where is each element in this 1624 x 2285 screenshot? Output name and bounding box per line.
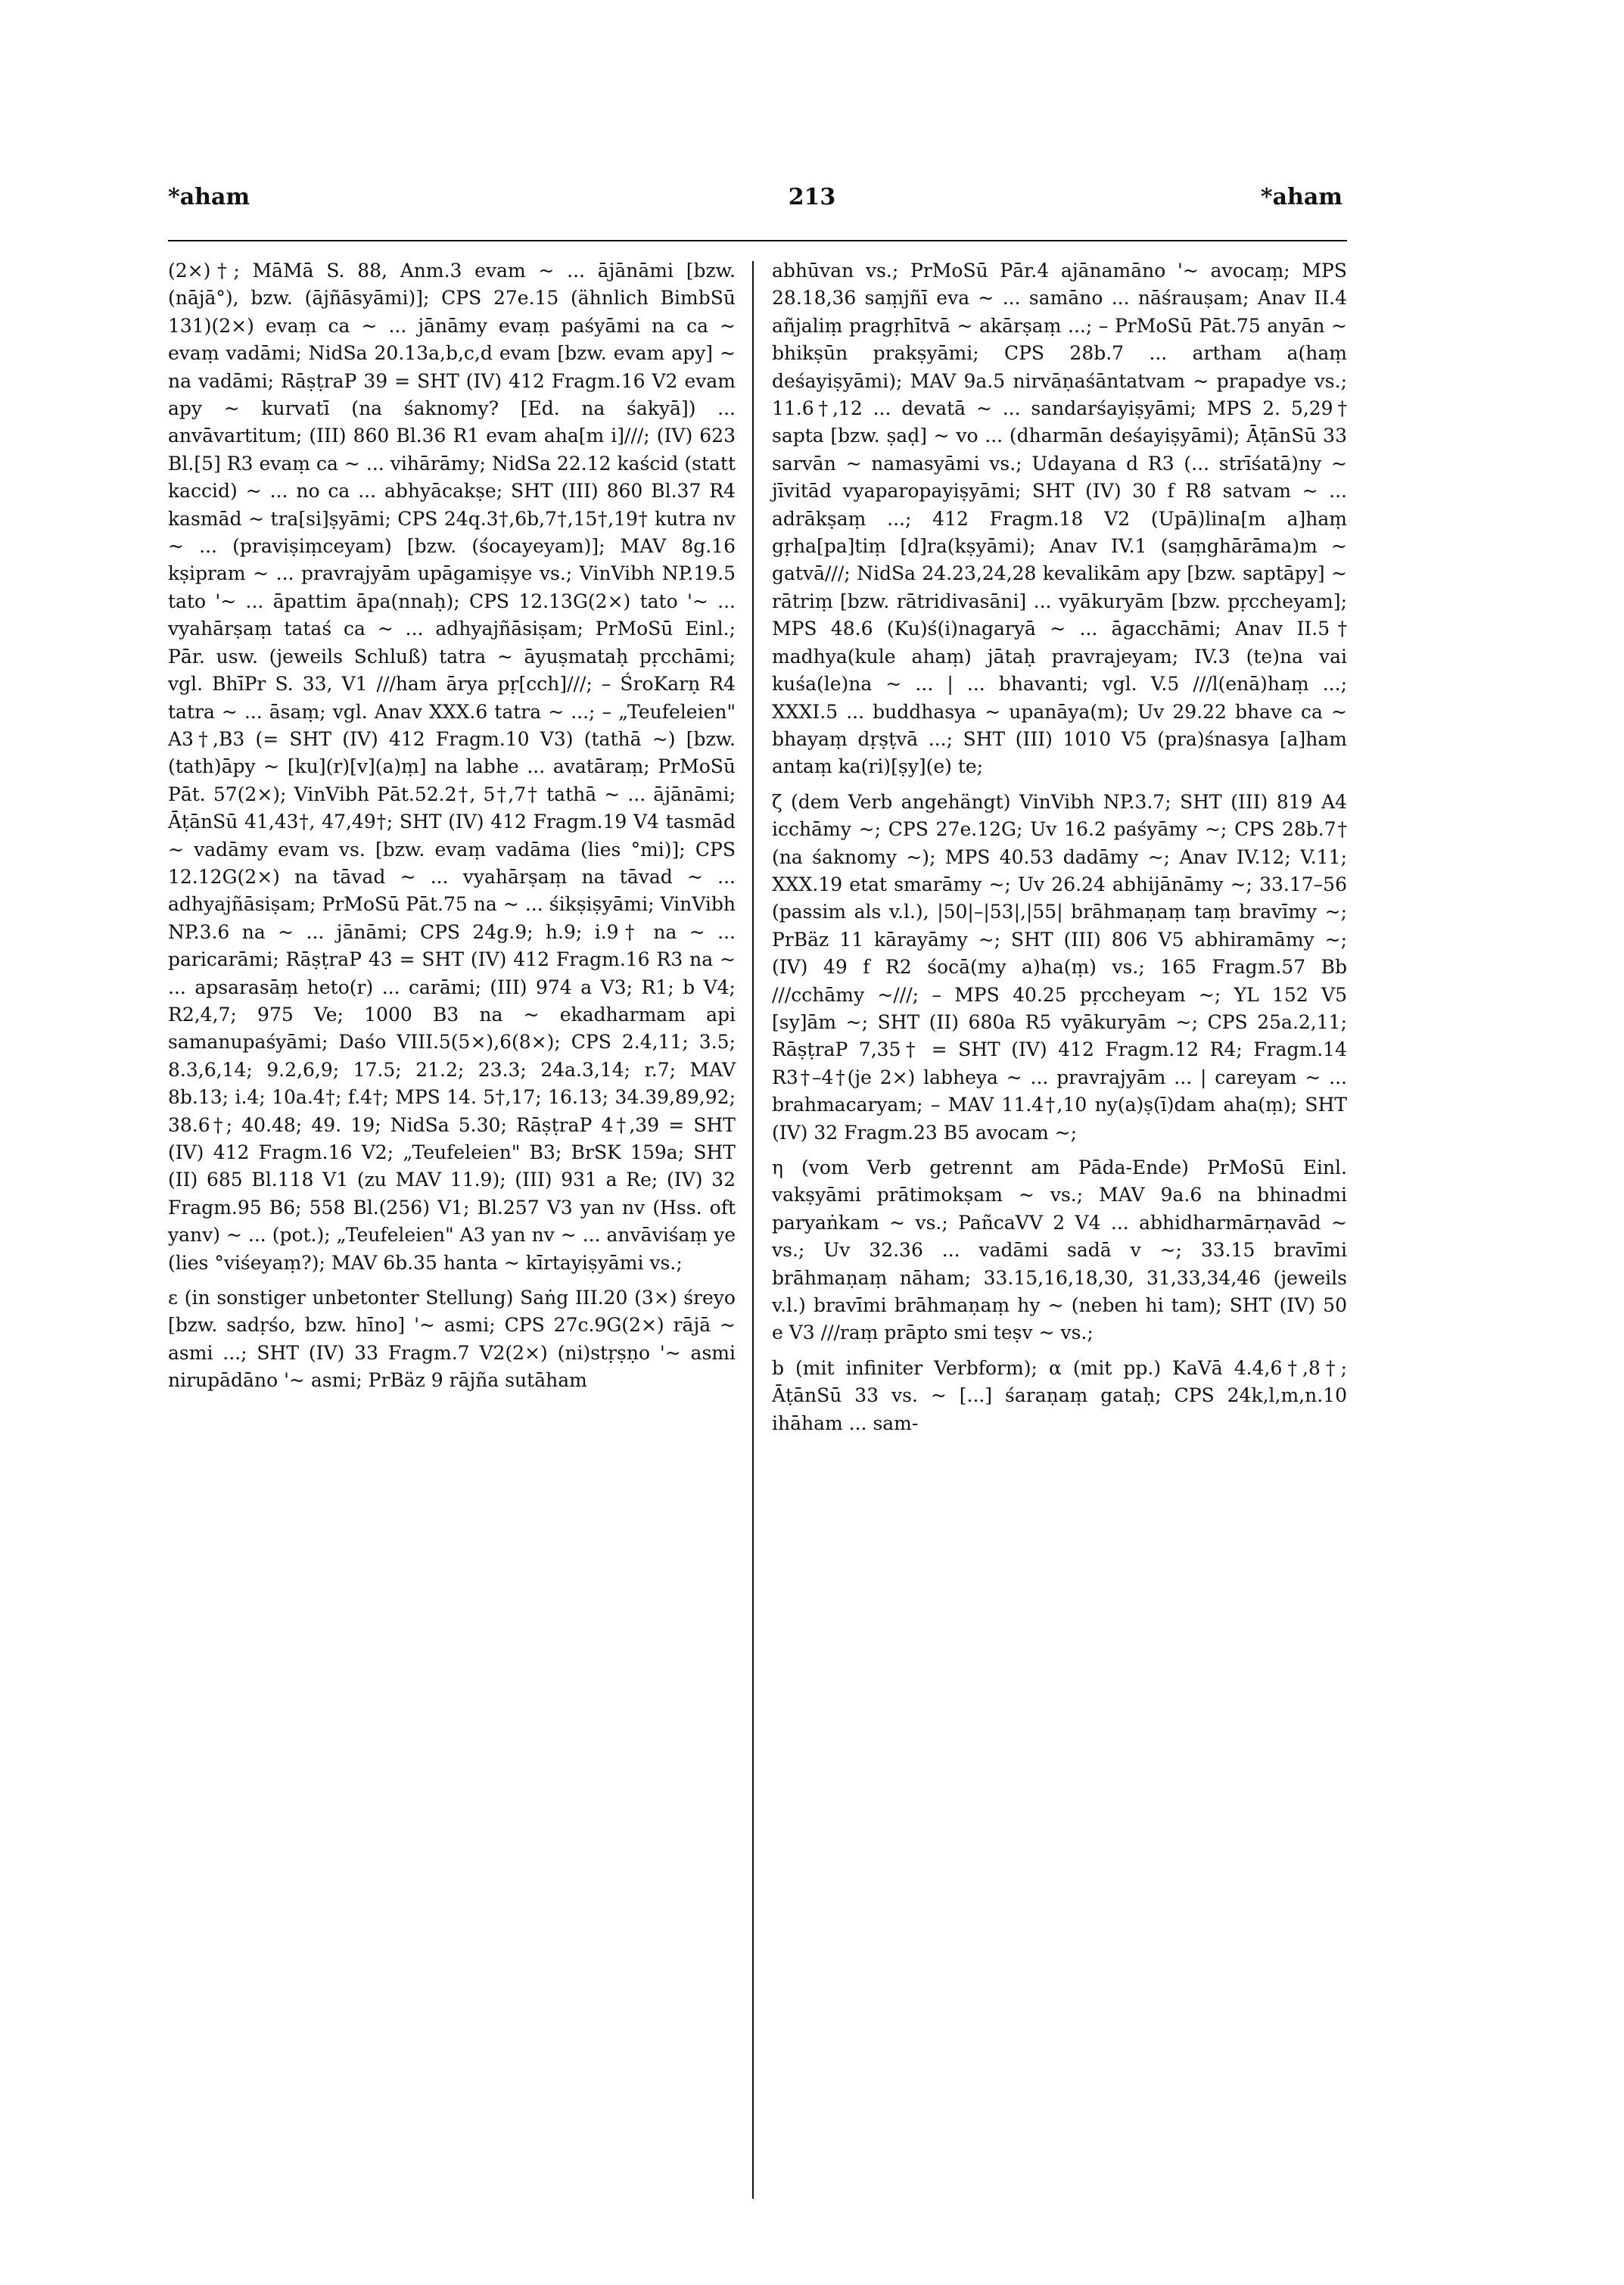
entry-paragraph: (2×)†; MāMā S. 88, Anm.3 evam ~ ... ājānāmi [bzw. (nājā°), bzw. (ājñāsyāmi)]; CPS 27e.15 (ähnlich BimbSū 131)(2×) evaṃ ca ~ ... jānāmy evaṃ paśyāmi na ca ~ evaṃ vadāmi; NidSa 20.13a,b,c,d evam [bzw. evam apy] ~ na vadāmi; RāṣṭraP 39 = SHT (IV) 412 Fragm.16 V2 evam apy ~ kurvatī (na śaknomy? [Ed. na śakyā]) ... anvāvartitum; (III) 860 Bl.36 R1 evam aha[m i]///; (IV) 623 Bl.[5] R3 evaṃ ca ~ ... vihārāmy; NidSa 22.12 kaścid (statt kaccid) ~ ... no ca ... abhyācakṣe; SHT (III) 860 Bl.37 R4 kasmād ~ tra[si]ṣyāmi; CPS 24q.3†,6b,7†,15†,19† kutra nv ~ ... (praviṣiṃceyam) [bzw. (śocayeyam)]; MAV 8g.16 kṣipram ~ ... pravrajyām upāgamiṣye vs.; VinVibh NP.19.5 tato '~ ... āpattim āpa(nnaḥ); CPS 12.13G(2×) tato '~ ... vyahārṣaṃ tataś ca ~ ... adhyajñāsiṣam; PrMoSū Einl.; Pār. usw. (jeweils Schluß) tatra ~ āyuṣmataḥ pṛcchāmi; vgl. BhīPr S. 33, V1 ///ham ārya pṛ[cch]///; – ŚroKarṇ R4 tatra ~ ... āsaṃ; vgl. Anav XXX.6 tatra ~ ...; – „Teufeleien" A3†,B3 (= SHT (IV) 412 Fragm.10 V3) (tathā ~) [bzw. (tath)āpy ~ [ku](r)[v](a)ṃ] na labhe ... avatāraṃ; PrMoSū Pāt. 57(2×); VinVibh Pāt.52.2†, 5†,7† tathā ~ ... ājānāmi; ĀṭānSū 41,43†, 47,49†; SHT (IV) 412 Fragm.19 V4 tasmād ~ vadāmy evam vs. [bzw. evaṃ vadāma (lies °mi)]; CPS 12.12G(2×) na tāvad ~ ... vyahārṣaṃ na tāvad ~ ... adhyajñāsiṣam; PrMoSū Pāt.75 na ~ ... śikṣiṣyāmi; VinVibh NP.3.6 na ~ ... jānāmi; CPS 24g.9; h.9; i.9† na ~ ... paricarāmi; RāṣṭraP 43 = SHT (IV) 412 Fragm.16 R3 na ~ ... apsarasāṃ heto(r) ... carāmi; (III) 974 a V3; R1; b V4; R2,4,7; 975 Ve; 1000 B3 na ~ ekadharmam api samanupaśyāmi; Daśo VIII.5(5×),6(8×); CPS 2.4,11; 3.5; 8.3,6,14; 9.2,6,9; 17.5; 21.2; 23.3; 24a.3,14; r.7; MAV 8b.13; i.4; 10a.4†; f.4†; MPS 14. 5†,17; 16.13; 34.39,89,92; 38.6†; 40.48; 49. 19; NidSa 5.30; RāṣṭraP 4†,39 = SHT (IV) 412 Fragm.16 V2; „Teufeleien" B3; BrSK 159a; SHT (II) 685 Bl.118 V1 (zu MAV 11.9); (III) 931 a Re; (IV) 32 Fragm.95 B6; 558 Bl.(256) V1; Bl.257 V3 yan nv (Hss. oft yanv) ~ ... (pot.); „Teufeleien" A3 yan nv ~ ... anvāviśaṃ ye (lies °viśeyaṃ?); MAV 6b.35 hanta ~ kīrtayiṣyāmi vs.;: [168, 260, 736, 1274]
entry-paragraph: b (mit infiniter Verbform); α (mit pp.) KaVā 4.4,6†,8†; ĀṭānSū 33 vs. ~ [...] śaraṇaṃ gataḥ; CPS 24k,l,m,n.10 ihāham ... sam-: [772, 1356, 1347, 1434]
header-rule: [168, 240, 1347, 241]
entry-paragraph: η (vom Verb getrennt am Pāda-Ende) PrMoSū Einl. vakṣyāmi prātimokṣam ~ vs.; MAV 9a.6 na bhinadmi paryaṅkam ~ vs.; PañcaVV 2 V4 ... abhidharmārṇavād ~ vs.; Uv 32.36 ... vadāmi sadā v ~; 33.15 bravīmi brāhmaṇaṃ nāham; 33.15,16,18,30, 31,33,34,46 (jeweils v.l.) bravīmi brāhmaṇaṃ hy ~ (neben hi tam); SHT (IV) 50 e V3 ///raṃ prāpto smi teṣv ~ vs.;: [772, 1157, 1347, 1344]
page-number: 213: [788, 184, 836, 210]
entry-paragraph: ε (in sonstiger unbetonter Stellung) Saṅg III.20 (3×) śreyo [bzw. sadṛśo, bzw. hīno] '~ asmi; CPS 27c.9G(2×) rājā ~ asmi ...; SHT (IV) 33 Fragm.7 V2(2×) (ni)stṛṣṇo '~ asmi nirupādāno '~ asmi; PrBäz 9 rājña sutāham: [168, 1287, 736, 1392]
left-running-head: *aham: [168, 184, 250, 210]
right-column: [772, 257, 1347, 1437]
entry-paragraph: abhūvan vs.; PrMoSū Pār.4 ajānamāno '~ avocaṃ; MPS 28.18,36 saṃjñī eva ~ ... samāno ... nāśrauṣam; Anav II.4 añjaliṃ pragṛhītvā ~ akārṣaṃ ...; – PrMoSū Pāt.75 anyān ~ bhikṣūn prakṣyāmi; CPS 28b.7 ... artham a(haṃ deśayiṣyāmi); MAV 9a.5 nirvāṇaśāntatvam ~ prapadye vs.; 11.6†,12 ... devatā ~ ... sandarśayiṣyāmi; MPS 2. 5,29† sapta [bzw. ṣaḍ] ~ vo ... (dharmān deśayiṣyāmi); ĀṭānSū 33 sarvān ~ namasyāmi vs.; Udayana d R3 (... strīśatā)ny ~ jīvitād vyaparopayiṣyāmi; SHT (IV) 30 f R8 satvam ~ ... adrākṣaṃ ...; 412 Fragm.18 V2 (Upā)lina[m a]haṃ gṛha[pa]tiṃ [d]ra(kṣyāmi); Anav IV.1 (saṃghārāma)m ~ gatvā///; NidSa 24.23,24,28 kevalikām apy [bzw. saptāpy] ~ rātriṃ [bzw. rātridivasāni] ... vyākuryām [bzw. pṛccheyam]; MPS 48.6 (Ku)ś(i)nagaryā ~ ... āgacchāmi; Anav II.5† madhya(kule ahaṃ) jātaḥ pravrajeyam; IV.3 (te)na vai kuśa(le)na ~ ... | ... bhavanti; vgl. V.5 ///l(enā)haṃ ...; XXXI.5 ... buddhasya ~ upanāya(m); Uv 29.22 bhave ca ~ bhayaṃ dṛṣṭvā ...; SHT (III) 1010 V5 (pra)śnasya [a]ham antaṃ ka(ri)[ṣy](e) te;: [772, 260, 1347, 778]
column-divider: [752, 261, 754, 2199]
entry-paragraph: ζ (dem Verb angehängt) VinVibh NP.3.7; SHT (III) 819 A4 icchāmy ~; CPS 27e.12G; Uv 16.2 paśyāmy ~; CPS 28b.7† (na śaknomy ~); MPS 40.53 dadāmy ~; Anav IV.12; V.11; XXX.19 etat smarāmy ~; Uv 26.24 abhijānāmy ~; 33.17–56 (passim als v.l.), |50|–|53|,|55| brāhmaṇaṃ taṃ bravīmy ~; PrBäz 11 kārayāmy ~; SHT (III) 806 V5 abhiramāmy ~; (IV) 49 f R2 śocā(my a)ha(ṃ) vs.; 165 Fragm.57 Bb ///cchāmy ~///; – MPS 40.25 pṛccheyam ~; YL 152 V5 [sy]ām ~; SHT (II) 680a R5 vyākuryām ~; CPS 25a.2,11; RāṣṭraP 7,35† = SHT (IV) 412 Fragm.12 R4; Fragm.14 R3†–4†(je 2×) labheya ~ ... pravrajyām ... | careyam ~ ... brahmacaryam; – MAV 11.4†,10 ny(a)ṣ(ī)dam aha(ṃ); SHT (IV) 32 Fragm.23 B5 avocam ~;: [772, 790, 1347, 1144]
right-running-head: *aham: [1260, 184, 1342, 210]
left-column: [168, 257, 736, 1395]
